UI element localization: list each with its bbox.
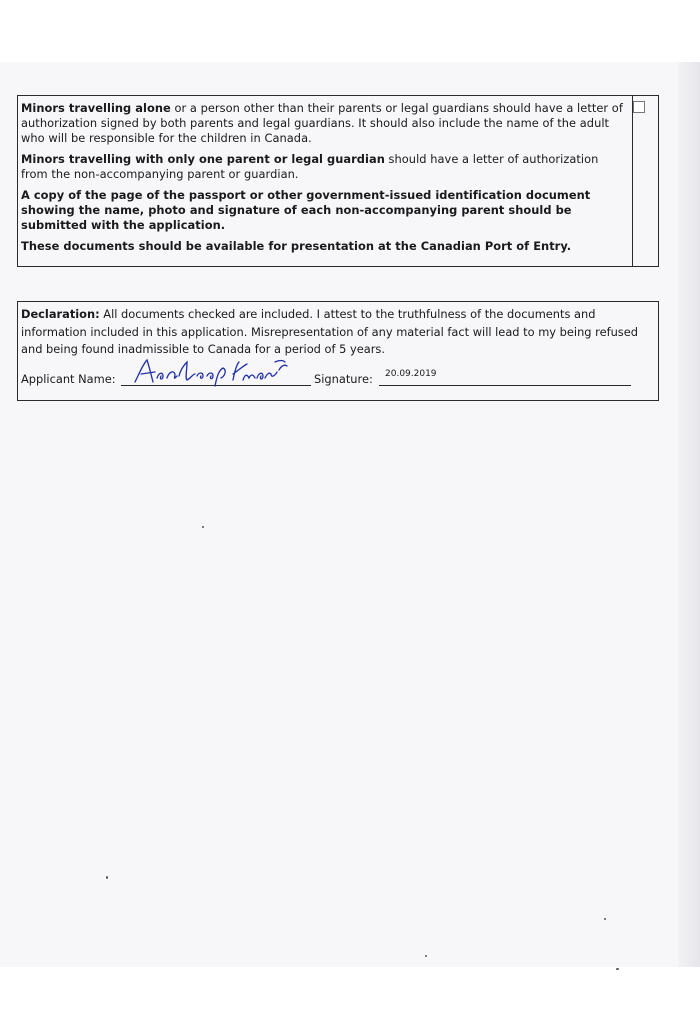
minors-one-parent-heading: Minors travelling with only one parent or legal guardian [21, 152, 385, 166]
applicant-name-label: Applicant Name: [21, 372, 116, 386]
applicant-signature-row [21, 369, 641, 389]
declaration-section [17, 301, 659, 401]
scan-speck [616, 968, 619, 970]
minors-text-cell [18, 96, 633, 266]
port-of-entry-paragraph: These documents should be available for presentation at the Canadian Port of Entry. [21, 239, 572, 253]
scan-speck [106, 876, 108, 879]
scan-edge-shadow [678, 62, 700, 967]
handwritten-signature [129, 356, 289, 388]
signature-field[interactable] [379, 385, 631, 386]
scan-speck [425, 955, 427, 957]
minors-alone-heading: Minors travelling alone [21, 101, 171, 115]
signature-date-value: 20.09.2019 [385, 369, 437, 379]
minors-alone-paragraph [21, 101, 624, 146]
minors-documents-checkbox[interactable] [633, 101, 645, 113]
minors-section [17, 95, 659, 267]
declaration-paragraph [21, 306, 650, 359]
minors-alone-text: or a person other than their parents or legal guardians should have a letter of authorization signed by both parents and legal guardians. It should also include the name of the adult who will be responsible for the children in Canada. [21, 101, 623, 145]
scan-speck [202, 526, 204, 528]
minors-one-parent-text: should have a letter of authorization from the non-accompanying parent or guardian. [21, 152, 599, 181]
declaration-label: Declaration: [21, 307, 100, 321]
passport-copy-paragraph: A copy of the page of the passport or other government-issued identification document showing the name, photo and signature of each non-accompanying parent should be submitted with the application. [21, 188, 591, 232]
signature-label: Signature: [314, 372, 373, 386]
scan-speck [604, 918, 606, 920]
minors-one-parent-paragraph [21, 152, 624, 182]
declaration-text: All documents checked are included. I attest to the truthfulness of the documents and information included in this application. Misrepresentation of any material fact will lead to my being refused and being found inadmissible to Canada for a period of 5 years. [21, 307, 638, 356]
